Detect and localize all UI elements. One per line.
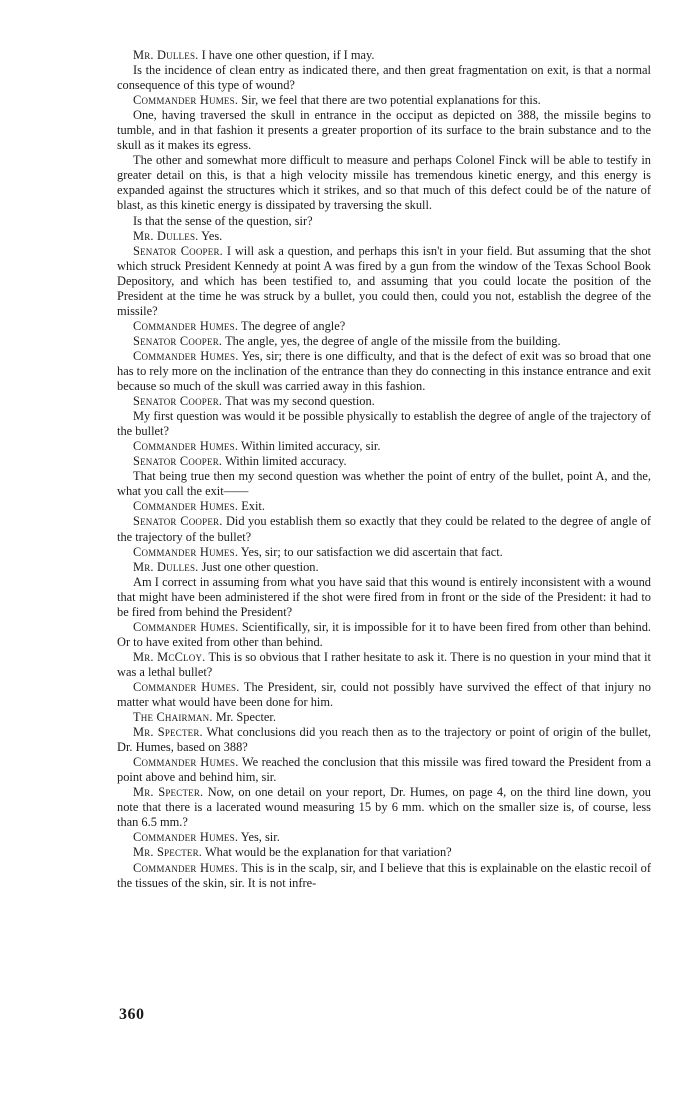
testimony-paragraph (117, 755, 651, 785)
testimony-paragraph (117, 469, 651, 499)
speaker-name: Mr. Specter. (133, 845, 203, 860)
testimony-paragraph (117, 710, 651, 725)
speaker-name: Commander Humes. (133, 679, 240, 694)
speaker-name: Senator Cooper. (133, 454, 223, 469)
testimony-text: Just one other question. (198, 559, 319, 574)
testimony-paragraph (117, 334, 651, 349)
speaker-name: Commander Humes. (133, 93, 239, 108)
speaker-name: Commander Humes. (133, 830, 239, 845)
testimony-paragraph (117, 93, 651, 108)
testimony-paragraph (117, 108, 651, 153)
testimony-text: That being true then my second question was whether the point of entry of the bullet, point A, and the, what you call the exit—— (117, 469, 651, 499)
testimony-text: Is that the sense of the question, sir? (133, 213, 313, 228)
testimony-text: Within limited accuracy. (222, 454, 347, 469)
speaker-name: Senator Cooper. (133, 394, 223, 409)
testimony-text: The President, sir, could not possibly have survived the effect of that injury no matter what would have been done for him. (117, 679, 651, 710)
testimony-paragraph (117, 680, 651, 710)
testimony-paragraph (117, 409, 651, 439)
speaker-name: Mr. Dulles. (133, 228, 199, 243)
transcript-page (117, 48, 651, 891)
testimony-text: Yes, sir. (238, 830, 280, 845)
testimony-text: The angle, yes, the degree of angle of the missile from the building. (222, 333, 561, 348)
speaker-name: Commander Humes. (133, 860, 239, 875)
testimony-paragraph (117, 394, 651, 409)
testimony-text: I have one other question, if I may. (198, 48, 375, 62)
testimony-text: What conclusions did you reach then as to the trajectory or point of origin of the bullet, Dr. Humes, based on 388? (117, 725, 651, 755)
testimony-text: The degree of angle? (238, 318, 346, 333)
testimony-text: This is so obvious that I rather hesitate to ask it. There is no question in your mind that it was a lethal bullet? (117, 649, 651, 679)
testimony-paragraph (117, 830, 651, 845)
speaker-name: Commander Humes. (133, 318, 239, 333)
testimony-paragraph (117, 48, 651, 63)
speaker-name: Mr. Specter. (133, 725, 203, 740)
testimony-paragraph (117, 575, 651, 620)
testimony-text: Yes. (198, 228, 223, 243)
testimony-paragraph (117, 214, 651, 229)
testimony-text: Scientifically, sir, it is impossible for it to have been fired from other than behind. Or to have exited from other than behind. (117, 619, 651, 649)
testimony-text: Yes, sir; to our satisfaction we did ascertain that fact. (238, 544, 503, 559)
speaker-name: Mr. McCloy. (133, 649, 206, 664)
testimony-paragraph (117, 620, 651, 650)
speaker-name: Mr. Dulles. (133, 48, 199, 62)
testimony-paragraph (117, 514, 651, 544)
testimony-paragraph (117, 319, 651, 334)
testimony-paragraph (117, 861, 651, 891)
page-number: 360 (119, 1006, 145, 1023)
testimony-paragraph (117, 785, 651, 830)
testimony-text: My first question was would it be possible physically to establish the degree of angle of the trajectory of the bullet? (117, 409, 651, 439)
testimony-text: One, having traversed the skull in entrance in the occiput as depicted on 388, the missile begins to tumble, and in that fashion it presents a greater proportion of its surface to the brain substance and to the skull as it makes its egress. (117, 108, 651, 153)
testimony-text: Am I correct in assuming from what you have said that this wound is entirely inconsistent with a wound that might have been administered if the shot were fired from in front or the side of the President: it had to be fired from behind the President? (117, 574, 651, 619)
testimony-paragraph (117, 229, 651, 244)
testimony-paragraph (117, 454, 651, 469)
testimony-paragraph (117, 499, 651, 514)
testimony-text: This is in the scalp, sir, and I believe that this is explainable on the elastic recoil of the tissues of the skin, sir. It is not infre- (117, 860, 652, 890)
testimony-text: Yes, sir; there is one difficulty, and that is the defect of exit was so broad that one has to rely more on the inclination of the entrance than they do connecting in this instance entrance and exit because so much of the skull was carried away in this fashion. (117, 348, 651, 394)
speaker-name: Mr. Dulles. (133, 559, 199, 574)
testimony-text: Mr. Specter. (212, 710, 276, 725)
speaker-name: Commander Humes. (133, 544, 239, 559)
testimony-text: I will ask a question, and perhaps this isn't in your field. But assuming that the shot which struck President Kennedy at point A was fired by a gun from the window of the Texas School Book Depository, and which has been testified to, and assuming that you could locate the position of the President at the time he was struck by a bullet, you could then, could you not, establish the degree of the missile? (117, 243, 651, 318)
speaker-name: Mr. Specter. (133, 785, 204, 800)
speaker-name: Commander Humes. (133, 619, 239, 634)
speaker-name: Commander Humes. (133, 348, 239, 363)
testimony-paragraph (117, 244, 651, 319)
speaker-name: Commander Humes. (133, 439, 239, 454)
testimony-paragraph (117, 439, 651, 454)
testimony-paragraph (117, 349, 651, 394)
testimony-text: Within limited accuracy, sir. (238, 439, 381, 454)
testimony-paragraph (117, 545, 651, 560)
testimony-text: That was my second question. (222, 394, 375, 409)
testimony-text: What would be the explanation for that variation? (202, 845, 452, 860)
testimony-paragraph (117, 650, 651, 680)
testimony-paragraph (117, 153, 651, 213)
testimony-text: We reached the conclusion that this missile was fired toward the President from a point above and behind him, sir. (117, 755, 651, 785)
speaker-name: Commander Humes. (133, 755, 239, 770)
speaker-name: Senator Cooper. (133, 514, 223, 529)
speaker-name: The Chairman. (133, 710, 213, 725)
testimony-paragraph (117, 725, 651, 755)
speaker-name: Senator Cooper. (133, 333, 223, 348)
testimony-text: Sir, we feel that there are two potential explanations for this. (238, 93, 541, 108)
testimony-paragraph (117, 845, 651, 860)
testimony-paragraph (117, 63, 651, 93)
speaker-name: Senator Cooper. (133, 243, 223, 258)
testimony-text: Now, on one detail on your report, Dr. Humes, on page 4, on the third line down, you note that there is a lacerated wound measuring 15 by 6 mm. which on the smaller size is, of course, less than 6.5 mm.? (117, 785, 651, 830)
testimony-text: Exit. (238, 499, 265, 514)
testimony-text: The other and somewhat more difficult to measure and perhaps Colonel Finck will be able to testify in greater detail on this, is that a high velocity missile has tremendous kinetic energy, and this energy is expanded against the structures which it strikes, and so that much of this defect could be of the nature of blast, as this kinetic energy is dissipated by traversing the skull. (117, 153, 651, 213)
testimony-paragraph (117, 560, 651, 575)
speaker-name: Commander Humes. (133, 499, 239, 514)
testimony-text: Is the incidence of clean entry as indicated there, and then great fragmentation on exit, is that a normal consequence of this type of wound? (117, 63, 651, 93)
testimony-text: Did you establish them so exactly that they could be related to the degree of angle of the trajectory of the bullet? (117, 514, 651, 544)
